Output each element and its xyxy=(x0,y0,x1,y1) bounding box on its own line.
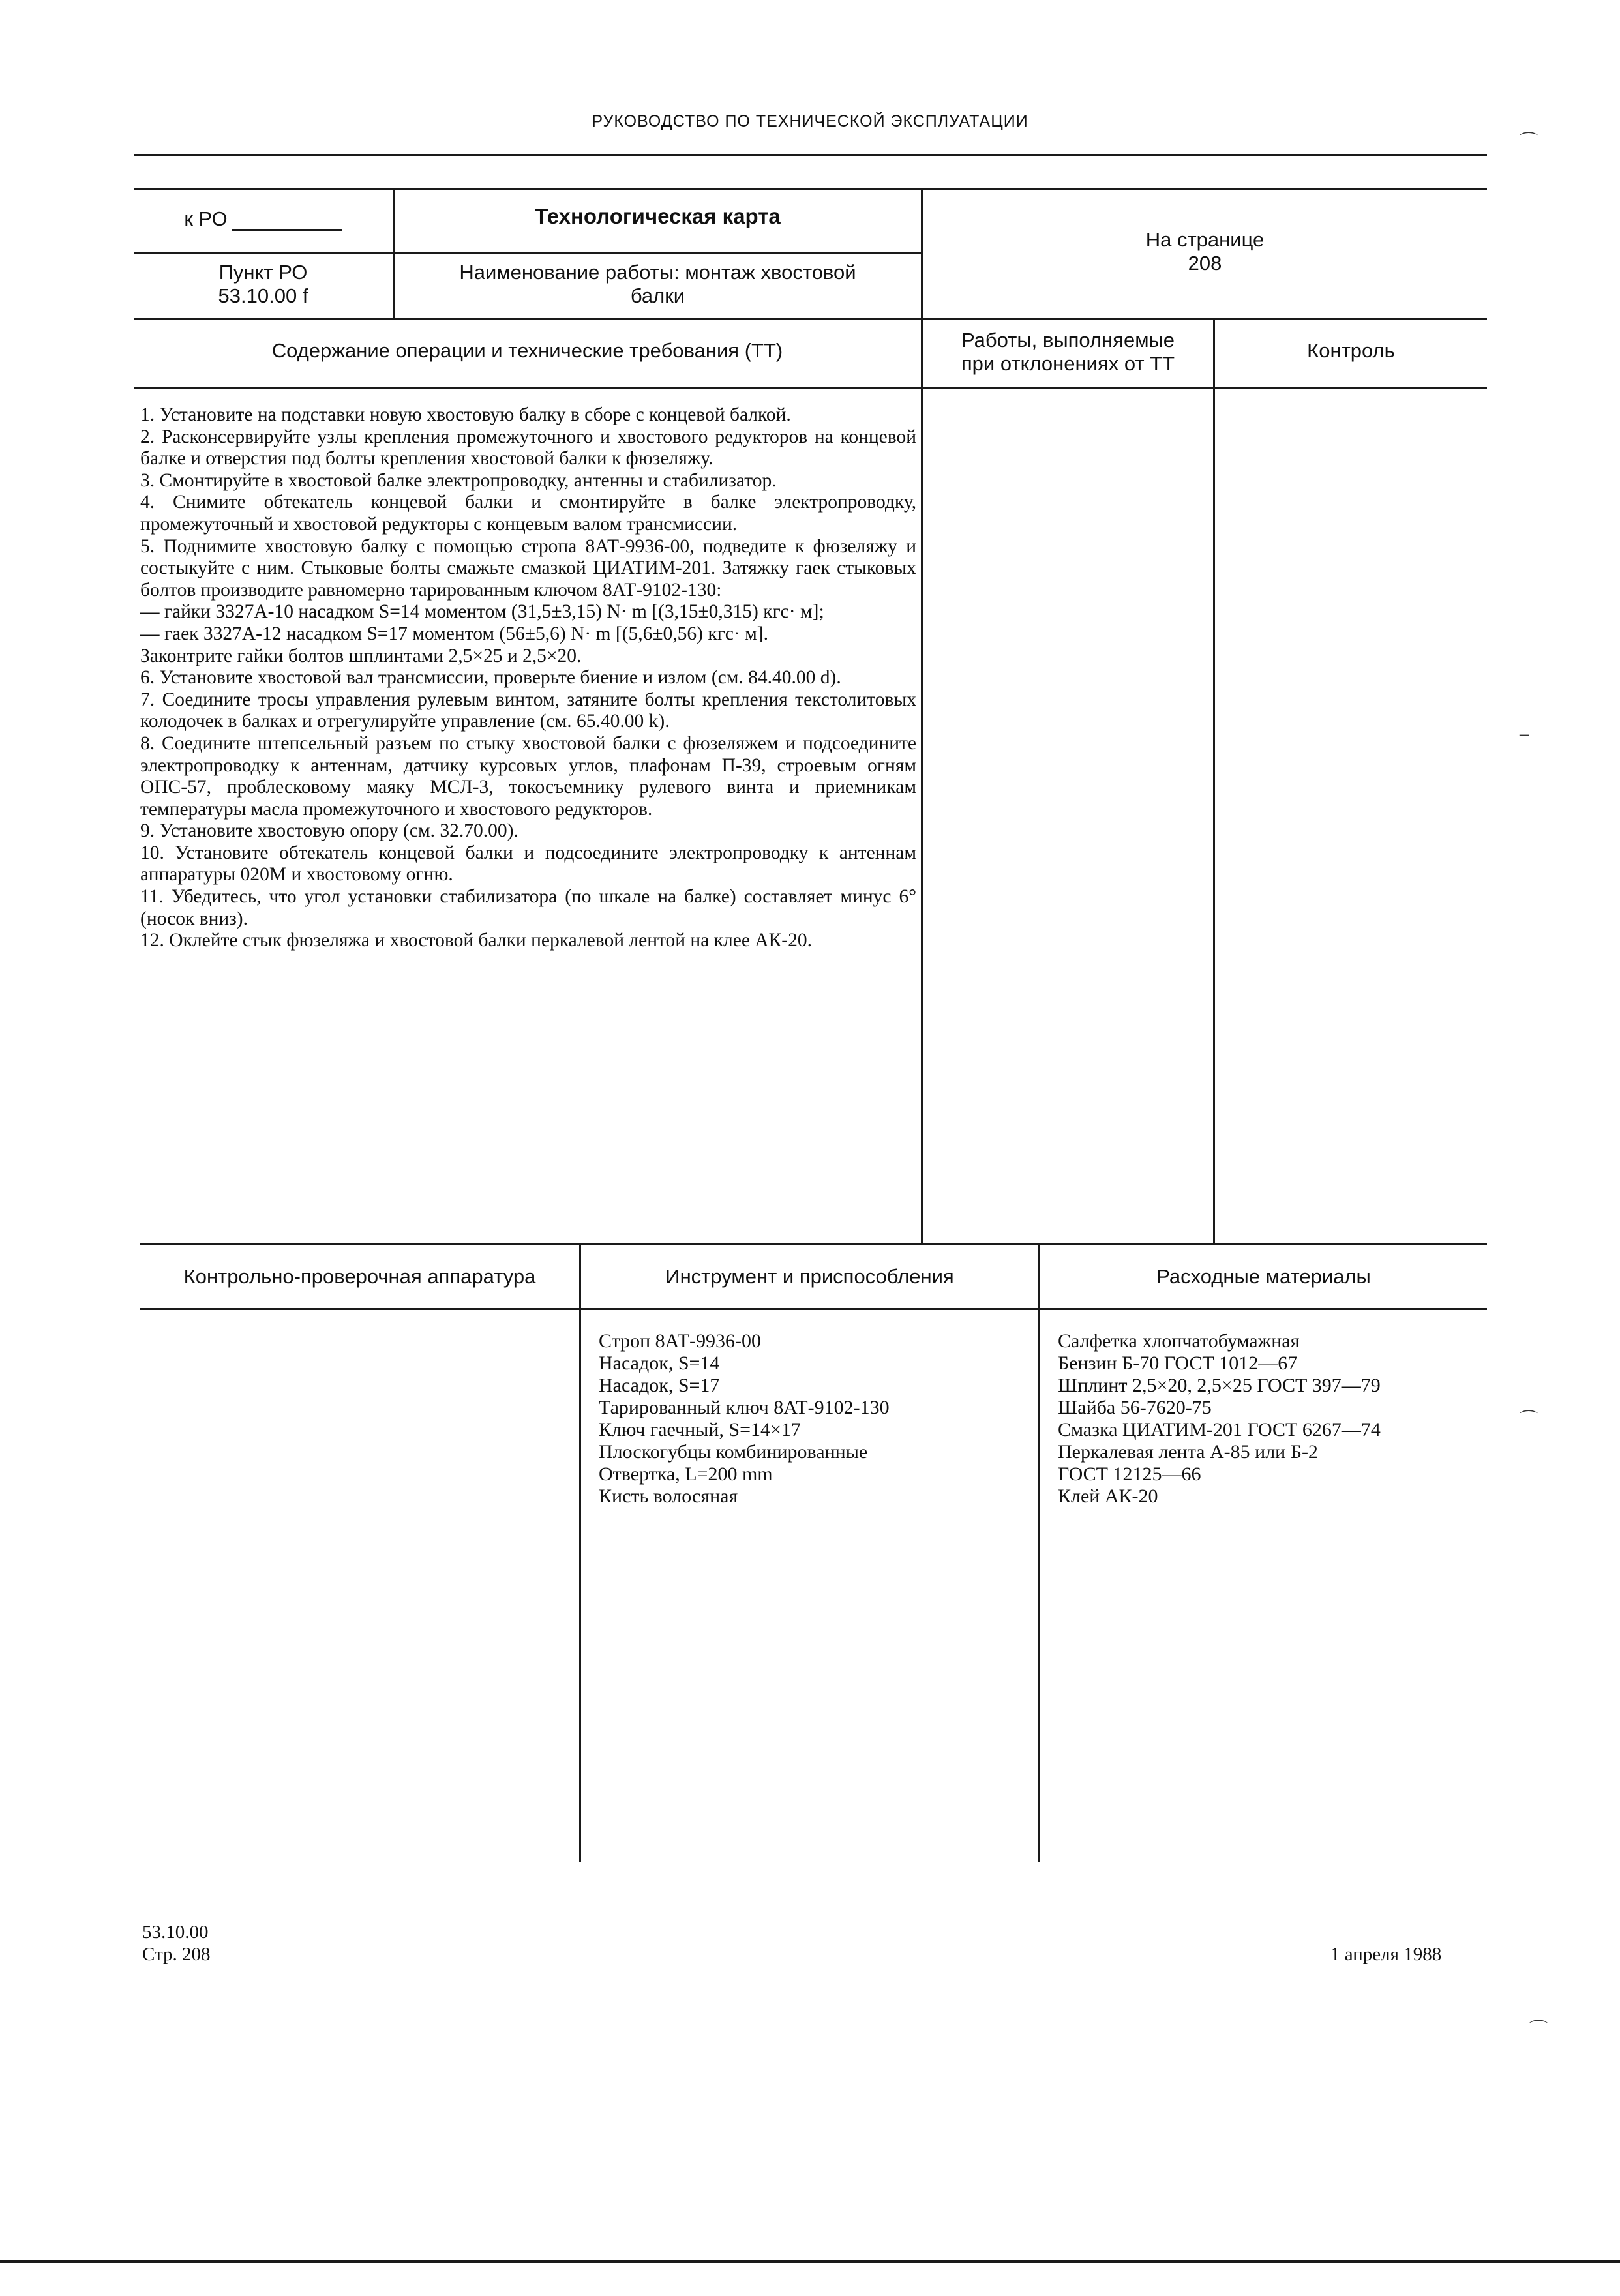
card-title: Технологическая карта xyxy=(535,204,781,228)
operation-step: 10. Установите обтекатель концевой балки и подсоедините электропроводку к антеннам аппаратуры 020М и хвостовому огню. xyxy=(140,842,916,886)
list-item: Шплинт 2,5×20, 2,5×25 ГОСТ 397—79 xyxy=(1058,1375,1381,1396)
item-label: Пункт РО xyxy=(218,261,308,284)
item-number: 53.10.00 f xyxy=(218,284,308,307)
operation-step: 12. Оклейте стык фюзеляжа и хвостовой балки перкалевой лентой на клее АК-20. xyxy=(140,930,812,951)
list-item: Насадок, S=17 xyxy=(599,1375,720,1396)
list-item: Кисть волосяная xyxy=(599,1485,738,1507)
operation-step: 11. Убедитесь, что угол установки стабилизатора (по шкале на балке) составляет минус 6° (носок вниз). xyxy=(140,886,916,929)
list-item: Клей АК-20 xyxy=(1058,1485,1158,1507)
operation-step: 8. Соедините штепсельный разъем по стыку хвостовой балки с фюзеляжем и подсоедините электропроводку к антеннам, датчику курсовых углов, плафонам П-39, строевым огням ОПС-57, проблесковому маяку МСЛ-3, токосъемнику рулевого винта и приемникам температуры масла промежуточного и хвостового редукторов. xyxy=(140,732,916,820)
bottom-col-divider-2 xyxy=(1038,1243,1040,1862)
operation-step: 9. Установите хвостовую опору (см. 32.70.00). xyxy=(140,820,518,842)
footer-page: Стр. 208 xyxy=(142,1944,211,1965)
operation-step: 4. Снимите обтекатель концевой балки и смонтируйте в балке электропроводку, промежуточный и хвостовой редукторы с концевым валом трансмиссии. xyxy=(140,492,916,535)
list-item: Насадок, S=14 xyxy=(599,1352,720,1374)
tools-list xyxy=(599,1330,1029,1508)
operation-step: 2. Расконсервируйте узлы крепления промежуточного и хвостового редукторов на концевой балке и отверстия под болты крепления хвостовой балки к фюзеляжу. xyxy=(140,426,916,470)
list-item: Строп 8АТ-9936-00 xyxy=(599,1330,761,1352)
list-item: Смазка ЦИАТИМ-201 ГОСТ 6267—74 xyxy=(1058,1419,1381,1440)
bottom-table-top-rule xyxy=(140,1243,1487,1245)
bottom-col-divider-1 xyxy=(579,1243,581,1862)
deviation-column-header xyxy=(923,329,1213,376)
columns-bottom-rule xyxy=(134,387,1487,389)
col-divider-3 xyxy=(1213,318,1215,1244)
operation-step: 1. Установите на подставки новую хвостовую балку в сборе с концевой балкой. xyxy=(140,404,791,425)
operation-step: 6. Установите хвостовой вал трансмиссии, проверьте биение и излом (см. 84.40.00 d). xyxy=(140,667,841,689)
operations-list xyxy=(140,404,916,952)
scan-mark: ⌒ xyxy=(1529,2020,1548,2040)
operation-step: 7. Соедините тросы управления рулевым винтом, затяните болты крепления текстолитовых колодочек в балках и отрегулируйте управление (см. 65.40.00 k). xyxy=(140,689,916,732)
list-item: Тарированный ключ 8АТ-9102-130 xyxy=(599,1397,890,1418)
table-top-rule xyxy=(134,188,1487,190)
list-item: Шайба 56-7620-75 xyxy=(1058,1397,1212,1418)
scan-mark: ⌒ xyxy=(1520,1410,1538,1430)
header-rule xyxy=(134,154,1487,156)
operation-step: — гайки 3327А-10 насадком S=14 моментом (31,5±3,15) N· m [(3,15±0,315) кгс· м]; xyxy=(140,601,824,623)
page-number: 208 xyxy=(1188,252,1222,275)
work-name-cell xyxy=(395,261,921,308)
bottom-table-header-rule xyxy=(140,1308,1487,1310)
page-label: На странице xyxy=(1145,228,1265,251)
deviation-header-line2: при отклонениях от ТТ xyxy=(961,352,1175,375)
table-header-rule xyxy=(134,318,1487,320)
list-item: Плоскогубцы комбинированные xyxy=(599,1441,868,1463)
footer-left xyxy=(142,1921,211,1965)
work-name-line2: балки xyxy=(630,284,685,307)
list-item: ГОСТ 12125—66 xyxy=(1058,1463,1201,1485)
footer-date: 1 апреля 1988 xyxy=(1330,1944,1442,1965)
apparatus-column-header: Контрольно-проверочная аппаратура xyxy=(183,1265,536,1288)
page-bottom-rule xyxy=(0,2260,1620,2263)
list-item: Салфетка хлопчатобумажная xyxy=(1058,1330,1300,1352)
footer-section: 53.10.00 xyxy=(142,1922,209,1943)
operation-step: Законтрите гайки болтов шплинтами 2,5×25 и 2,5×20. xyxy=(140,645,582,666)
tools-column-header: Инструмент и приспособления xyxy=(665,1265,954,1288)
list-item: Ключ гаечный, S=14×17 xyxy=(599,1419,801,1440)
content-column-header: Содержание операции и технические требования (ТТ) xyxy=(271,339,783,362)
ref-blank-line xyxy=(232,213,342,231)
running-header: РУКОВОДСТВО ПО ТЕХНИЧЕСКОЙ ЭКСПЛУАТАЦИИ xyxy=(592,112,1028,130)
ref-label: к РО xyxy=(184,207,228,230)
work-name-line1: Наименование работы: монтаж хвостовой xyxy=(459,261,856,284)
table-mid-rule-left xyxy=(134,252,923,254)
item-cell xyxy=(134,261,393,308)
scan-mark: – xyxy=(1520,724,1529,744)
list-item: Бензин Б-70 ГОСТ 1012—67 xyxy=(1058,1352,1298,1374)
list-item: Отвертка, L=200 mm xyxy=(599,1463,773,1485)
operation-step: 5. Поднимите хвостовую балку с помощью стропа 8АТ-9936-00, подведите к фюзеляжу и состыкуйте с ним. Стыковые болты смажьте смазкой ЦИАТИМ-201. Затяжку гаек стыковых болтов производите равномерно тарированным ключом 8АТ-9102-130: xyxy=(140,535,916,601)
materials-column-header: Расходные материалы xyxy=(1156,1265,1371,1288)
operation-step: 3. Смонтируйте в хвостовой балке электропроводку, антенны и стабилизатор. xyxy=(140,470,777,491)
scan-mark: ⌒ xyxy=(1520,132,1538,152)
deviation-header-line1: Работы, выполняемые xyxy=(961,329,1175,351)
page-cell xyxy=(923,228,1487,275)
materials-list xyxy=(1058,1330,1482,1508)
list-item: Перкалевая лента А-85 или Б-2 xyxy=(1058,1441,1318,1463)
ref-cell xyxy=(134,207,393,231)
operation-step: — гаек 3327А-12 насадком S=17 моментом (56±5,6) N· m [(5,6±0,56) кгс· м]. xyxy=(140,623,768,644)
control-column-header: Контроль xyxy=(1307,339,1395,362)
